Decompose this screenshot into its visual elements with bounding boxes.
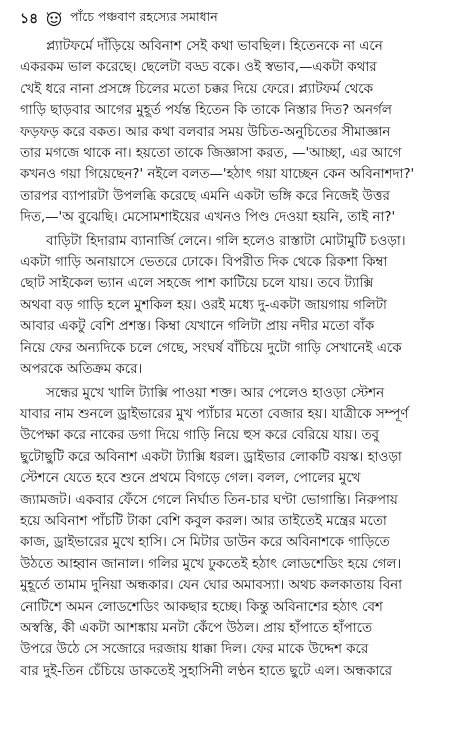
- text-line: কখনও গয়া গিয়েছেন?' নইলে বলত—'হঠাৎ গয়া যাচ্ছেন কেন অবিনাশদা?': [20, 167, 415, 183]
- text-line: জ্যামজট। একবার ফেঁসে গেলে নির্ঘাত তিন-চার ঘণ্টা ভোগান্তি। নিরুপায়: [20, 492, 398, 508]
- text-line: বার দুই-তিন চেঁচিয়ে ডাকতেই সুহাসিনী লণ্ঠন হাতে ছুটে এল। অন্ধকারে: [20, 663, 393, 679]
- text-line: ছোট সাইকেল ভ্যান এলে সহজে পাশ কাটিয়ে চলে যায়। তবে ট্যাক্সি: [20, 276, 374, 292]
- text-line: উপেক্ষা করে নাকের ডগা দিয়ে গাড়ি নিয়ে হুস করে বেরিয়ে যায়। তবু: [20, 428, 379, 444]
- body-text: [20, 36, 440, 682]
- text-line: নিয়ে ফের অন্যদিকে চলে গেছে, সংঘর্ষ বাঁচিয়ে দুটো গাড়ি সেখানেই একে: [20, 340, 402, 356]
- text-line: অপরকে অতিক্রম করে।: [20, 362, 143, 378]
- text-line: একটা গাড়ি অনায়াসে ভেতরে ঢোকে। বিপরীত দিক থেকে রিকশা কিম্বা: [20, 255, 388, 271]
- text-line: গাড়ি ছাড়বার আগের মুহূর্ত পর্যন্ত হিতেন কি তাকে নিস্তার দিত? অনর্গল: [20, 103, 392, 119]
- decorative-emblem-icon: [46, 11, 62, 27]
- text-line: আবার একটু বেশি প্রশস্ত। কিম্বা যেখানে গলিটা প্রায় নদীর মতো বাঁক: [20, 319, 375, 335]
- page-header: [20, 8, 440, 30]
- paragraph: [20, 383, 440, 683]
- text-line: একরকম ভাল করেছে। ছেলেটা বড্ড বকে। ওই স্বভাব,—একটা কথার: [20, 60, 377, 76]
- text-line: দিত,—'অ বুঝেছি। মেসোমশাইয়ের এখনও পিণ্ড দেওয়া হয়নি, তাই না?': [20, 210, 396, 226]
- text-line: নোটিশে অমন লোডশেডিং আকছার হচ্ছে। কিন্তু অবিনাশের হঠাৎ বেশ: [20, 599, 383, 615]
- text-line: স্টেশনে যেতে হবে শুনে প্রথমে বিগড়ে গেল। বলল, পোলের মুখে: [20, 471, 361, 487]
- page-number: ১৪: [20, 11, 39, 27]
- paragraph: [20, 36, 440, 229]
- text-line: ছুটোছুটি করে অবিনাশ একটা ট্যাক্সি ধরল। ড্রাইভার লোকটি বয়স্ক। হাওড়া: [20, 449, 402, 465]
- running-title: পাঁচে পঞ্চবাণ রহস্যের সমাধান: [70, 9, 218, 24]
- text-line: বাড়িটা হিদারাম ব্যানার্জি লেনে। গলি হলেও রাস্তাটা মোটামুটি চওড়া।: [46, 233, 406, 249]
- text-line: ফড়ফড় করে বকত। আর কথা বলবার সময় উচিত-অনুচিতের সীমাজ্ঞান: [20, 124, 391, 140]
- text-line: খেই ধরে নানা প্রসঙ্গে চিলের মতো চক্কর দিয়ে ফেরে। প্ল্যাটফর্ম থেকে: [20, 81, 374, 97]
- text-line: মুহূর্তে তামাম দুনিয়া অন্ধকার। যেন ঘোর অমাবস্যা। অথচ কলকাতায় বিনা: [20, 578, 403, 594]
- text-line: অস্বস্তি, কী একটা আশঙ্কায় মনটা কেঁপে উঠল। প্রায় হাঁপাতে হাঁপাতে: [20, 620, 373, 636]
- paragraph: [20, 231, 440, 381]
- text-line: যাবার নাম শুনলে ড্রাইভারের মুখ প্যাঁচার মতো বেজার হয়। যাত্রীকে সম্পূর্ণ: [20, 406, 409, 422]
- text-line: উঠতে আহ্বান জানাল। গলির মুখে ঢুকতেই হঠাৎ লোডশেডিং হয়ে গেল।: [20, 556, 402, 572]
- text-line: উপরে উঠে সে সজোরে দরজায় ধাক্কা দিল। ফের মাকে উদ্দেশ করে: [20, 642, 369, 658]
- text-line: তার মগজে থাকে না। হয়তো তাকে জিজ্ঞাসা করত, —'আচ্ছা, এর আগে: [20, 146, 402, 162]
- text-line: তারপর ব্যাপারটা উপলব্ধি করেছে এমনি একটা ভঙ্গি করে নিজেই উত্তর: [20, 188, 390, 204]
- text-line: প্ল্যাটফর্মে দাঁড়িয়ে অবিনাশ সেই কথা ভাবছিল। হিতেনকে না এনে: [46, 39, 383, 54]
- text-line: হয়ে অবিনাশ পাঁচটি টাকা বেশি কবুল করল। আর তাইতেই মন্ত্রের মতো: [20, 513, 387, 529]
- text-line: কাজ, ড্রাইভারের মুখে হাসি। সে মিটার ডাউন করে অবিনাশকে গাড়িতে: [20, 535, 390, 551]
- text-line: অথবা বড় গাড়ি হলে মুশকিল হয়। ওরই মধ্যে দু-একটা জায়গায় গলিটা: [20, 297, 387, 313]
- text-line: সন্ধের মুখে খালি ট্যাক্সি পাওয়া শক্ত। আর পেলেও হাওড়া স্টেশন: [46, 385, 385, 401]
